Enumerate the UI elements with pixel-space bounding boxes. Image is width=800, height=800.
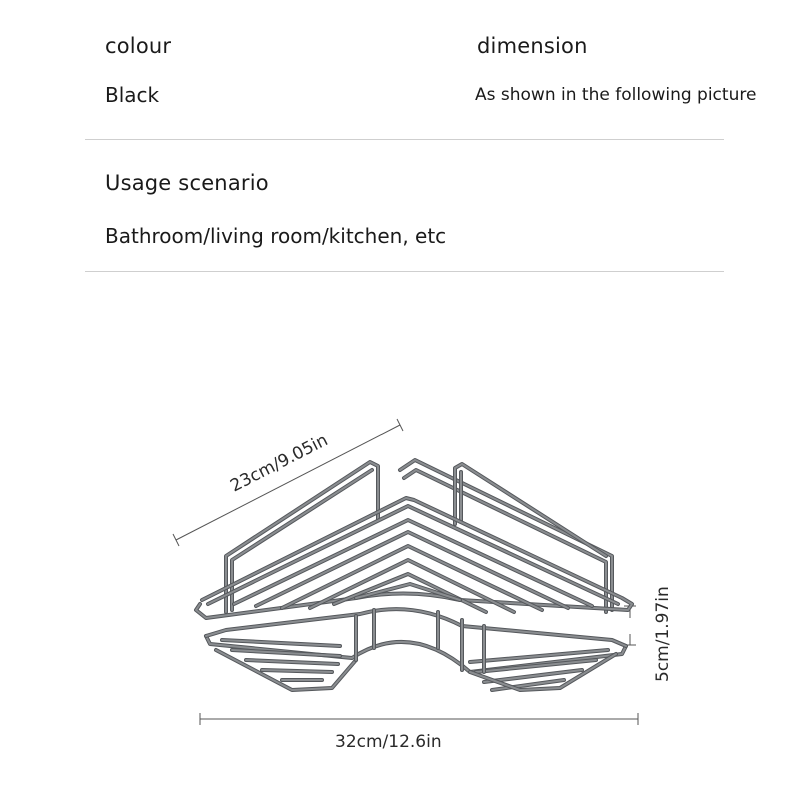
height-dimension-label: 5cm/1.97in	[653, 586, 673, 682]
dimension-value: As shown in the following picture	[475, 85, 757, 105]
colour-value: Black	[105, 83, 160, 107]
depth-dimension-label: 23cm/9.05in	[227, 430, 332, 497]
corner-shelf	[196, 460, 632, 690]
usage-value: Bathroom/living room/kitchen, etc	[105, 224, 447, 248]
colour-label: colour	[105, 34, 172, 58]
usage-label: Usage scenario	[105, 171, 269, 195]
shelf-top-rim	[196, 498, 632, 618]
width-dimension-label: 32cm/12.6in	[335, 732, 442, 752]
shelf-bottom-basket	[206, 609, 626, 690]
dimension-label: dimension	[477, 34, 588, 58]
